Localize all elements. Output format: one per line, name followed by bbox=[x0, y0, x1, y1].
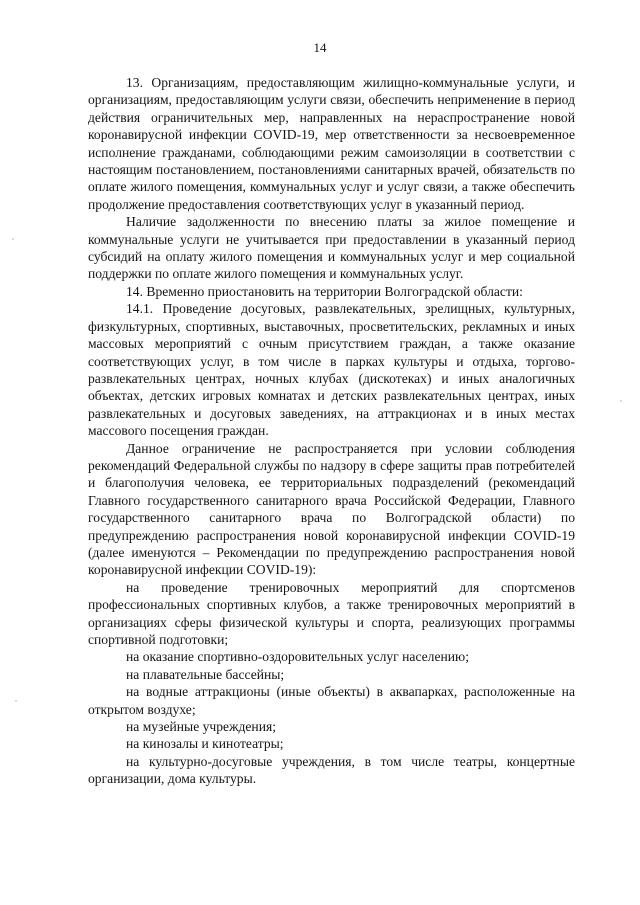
scan-speck bbox=[620, 400, 622, 402]
list-item-training: на проведение тренировочных мероприятий для спортсменов профессиональных спортивных клубов, а также тренировочных мероприятий в организациях сферы физической культуры и спорта, реализующих программы спортивной подготовки; bbox=[88, 579, 575, 647]
list-item-culture: на культурно-досуговые учреждения, в том числе театры, концертные организации, дома культуры. bbox=[88, 753, 575, 787]
document-body bbox=[88, 74, 575, 788]
list-item-sport-services: на оказание спортивно-оздоровительных услуг населению; bbox=[126, 649, 469, 665]
page-number: 14 bbox=[313, 40, 327, 55]
paragraph-14: 14. Временно приостановить на территории Волгоградской области: bbox=[126, 283, 523, 299]
list-item-cinemas: на кинозалы и кинотеатры; bbox=[126, 736, 284, 752]
list-item-pools: на плавательные бассейны; bbox=[126, 666, 285, 682]
list-item-water-parks: на водные аттракционы (иные объекты) в аквапарках, расположенные на открытом воздухе; bbox=[88, 684, 575, 717]
scan-speck bbox=[15, 700, 17, 702]
paragraph-exception: Данное ограничение не распространяется при условии соблюдения рекомендаций Федеральной службы по надзору в сфере защиты прав потребителей и благополучия человека, ее территориальных подразделений (рекомендаций Главного государственного санитарного врача Российской Федерации, Главного государственного санитарного врача по Волгоградской области) по предупреждению распространения новой коронавирусной инфекции COVID-19 (далее именуются – Рекомендации по предупреждению распространения новой коронавирусной инфекции COVID-19): bbox=[88, 440, 575, 578]
paragraph-14-1: 14.1. Проведение досуговых, развлекательных, зрелищных, культурных, физкультурных, спортивных, выставочных, просветительских, рекламных и иных массовых мероприятий с очным присутствием граждан, а также оказание соответствующих услуг, в том числе в парках культуры и отдыха, торгово-развлекательных центрах, ночных клубах (дискотеках) и иных аналогичных объектах, детских игровых комнатах и детских развлекательных центрах, иных развлекательных и досуговых заведениях, на аттракционах и в иных местах массового посещения граждан. bbox=[88, 301, 575, 439]
list-item-museums: на музейные учреждения; bbox=[126, 719, 277, 735]
paragraph-debt-note: Наличие задолженности по внесению платы за жилое помещение и коммунальные услуги не учитывается при предоставлении в указанный период субсидий на оплату жилого помещения и коммунальных услуг и мер социальной поддержки по оплате жилого помещения и коммунальных услуг. bbox=[88, 214, 575, 282]
paragraph-13: 13. Организациям, предоставляющим жилищно-коммунальные услуги, и организациям, предоставляющим услуги связи, обеспечить неприменение в период действия ограничительных мер, направленных на нераспространение новой коронавирусной инфекции COVID-19, мер ответственности за несвоевременное исполнение гражданами, соблюдающими режим самоизоляции в соответствии с настоящим постановлением, постановлениями санитарных врачей, обязательств по оплате жилого помещения, коммунальных услуг и услуг связи, а также обеспечить продолжение предоставления соответствующих услуг в указанный период. bbox=[88, 75, 575, 212]
scan-speck bbox=[12, 238, 14, 240]
